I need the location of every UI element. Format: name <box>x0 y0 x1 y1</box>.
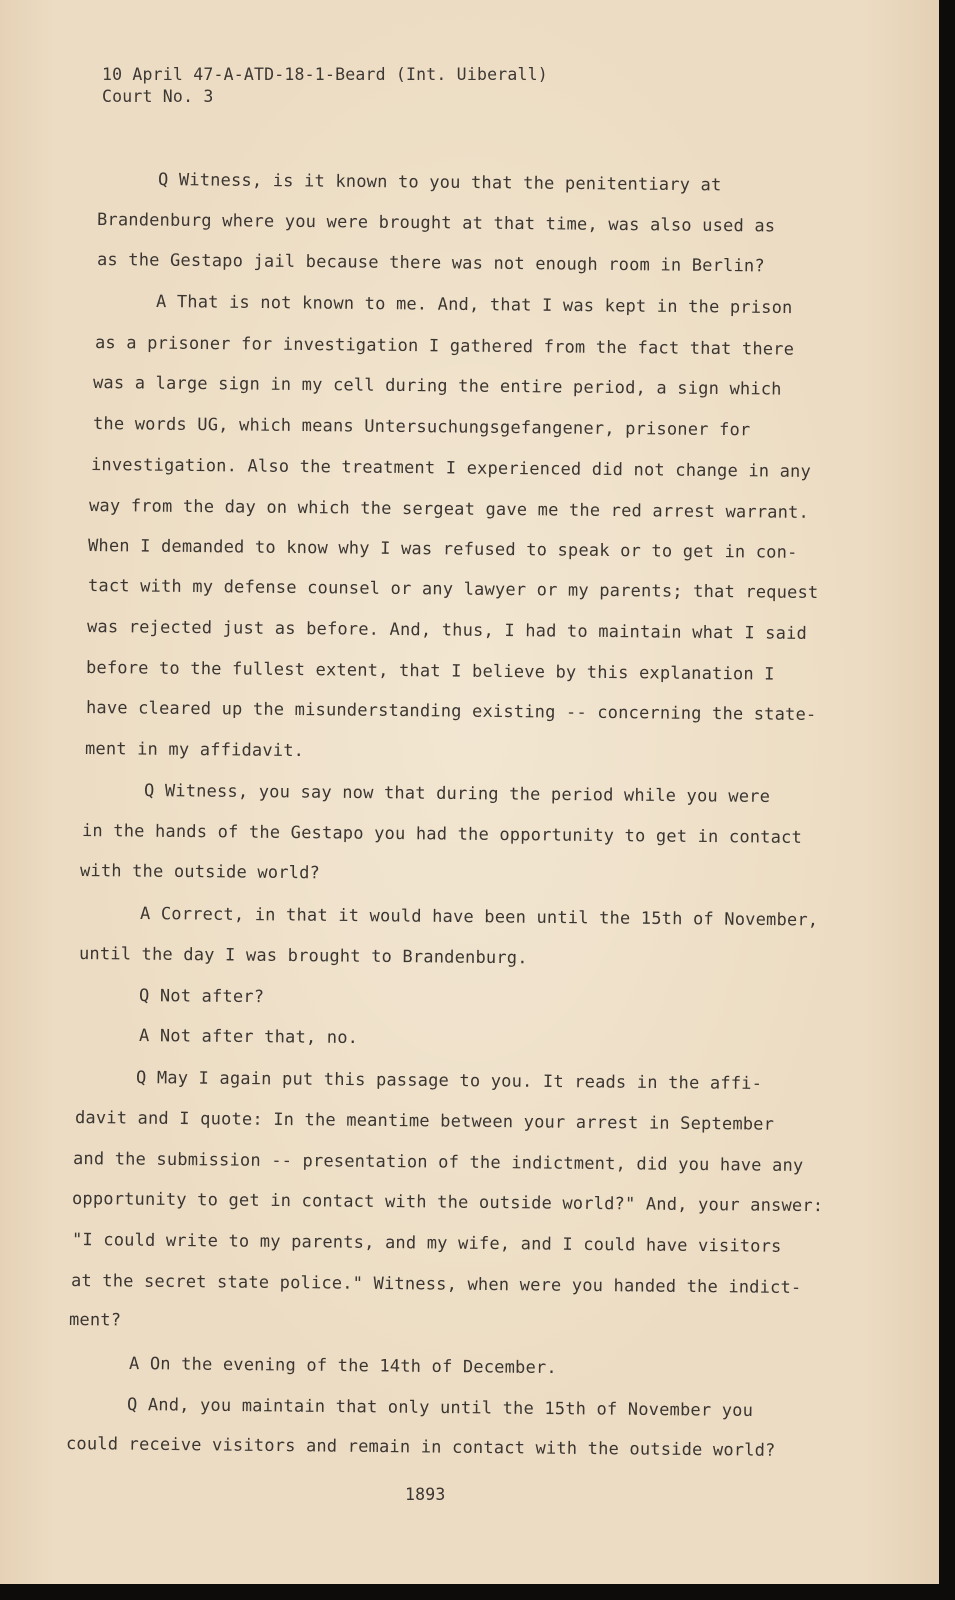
transcript-line: davit and I quote: In the meantime between your arrest in September <box>74 1108 775 1135</box>
transcript-line: Brandenburg where you were brought at that time, was also used as <box>96 210 776 237</box>
transcript-line: way from the day on which the sergeat gave me the red arrest warrant. <box>88 496 810 523</box>
transcript-line: A Not after that, no. <box>138 1026 359 1049</box>
transcript-line: ment in my affidavit. <box>84 739 305 762</box>
transcript-line: Q Witness, you say now that during the period while you were <box>143 781 771 808</box>
transcript-line: with the outside world? <box>79 861 321 884</box>
page-number: 1893 <box>405 1485 446 1504</box>
transcript-line: investigation. Also the treatment I experienced did not change in any <box>90 455 812 482</box>
transcript-line: at the secret state police." Witness, when were you handed the indict- <box>70 1271 802 1299</box>
transcript-line: in the hands of the Gestapo you had the opportunity to get in contact <box>81 821 803 848</box>
transcript-line: A Correct, in that it would have been until the 15th of November, <box>139 904 819 931</box>
transcript-line: When I demanded to know why I was refused to speak or to get in con- <box>87 536 798 563</box>
transcript-line: before to the fullest extent, that I believe by this explanation I <box>85 658 775 685</box>
header-court-line: Court No. 3 <box>102 87 214 106</box>
transcript-line: Q Not after? <box>138 986 265 1008</box>
transcript-line: Q May I again put this passage to you. It reads in the affi- <box>135 1068 763 1095</box>
transcript-line: A That is not known to me. And, that I was kept in the prison <box>155 292 793 319</box>
transcript-line: Q And, you maintain that only until the 15th of November you <box>126 1395 754 1422</box>
transcript-line: A On the evening of the 14th of December. <box>128 1354 557 1379</box>
transcript-line: have cleared up the misunderstanding existing -- concerning the state- <box>85 698 817 726</box>
transcript-line: tact with my defense counsel or any lawyer or my parents; that request <box>87 576 819 604</box>
transcript-line: could receive visitors and remain in contact with the outside world? <box>65 1434 776 1461</box>
transcript-line: "I could write to my parents, and my wife, and I could have visitors <box>71 1230 782 1257</box>
transcript-line: was rejected just as before. And, thus, I had to maintain what I said <box>86 617 808 644</box>
transcript-line: the words UG, which means Untersuchungsgefangener, prisoner for <box>92 414 751 441</box>
transcript-line: as a prisoner for investigation I gathered from the fact that there <box>94 333 795 360</box>
document-header <box>102 64 548 108</box>
transcript-line: Q Witness, is it known to you that the penitentiary at <box>157 170 722 196</box>
transcript-line: opportunity to get in contact with the outside world?" And, your answer: <box>71 1189 824 1217</box>
transcript-line: until the day I was brought to Brandenburg. <box>78 944 528 969</box>
transcript-line: was a large sign in my cell during the entire period, a sign which <box>92 373 782 400</box>
header-reference-line: 10 April 47-A-ATD-18-1-Beard (Int. Uiberall) <box>102 65 548 84</box>
transcript-line: as the Gestapo jail because there was not enough room in Berlin? <box>96 250 765 277</box>
transcript-line: and the submission -- presentation of the indictment, did you have any <box>72 1149 804 1177</box>
transcript-line: ment? <box>68 1310 122 1331</box>
